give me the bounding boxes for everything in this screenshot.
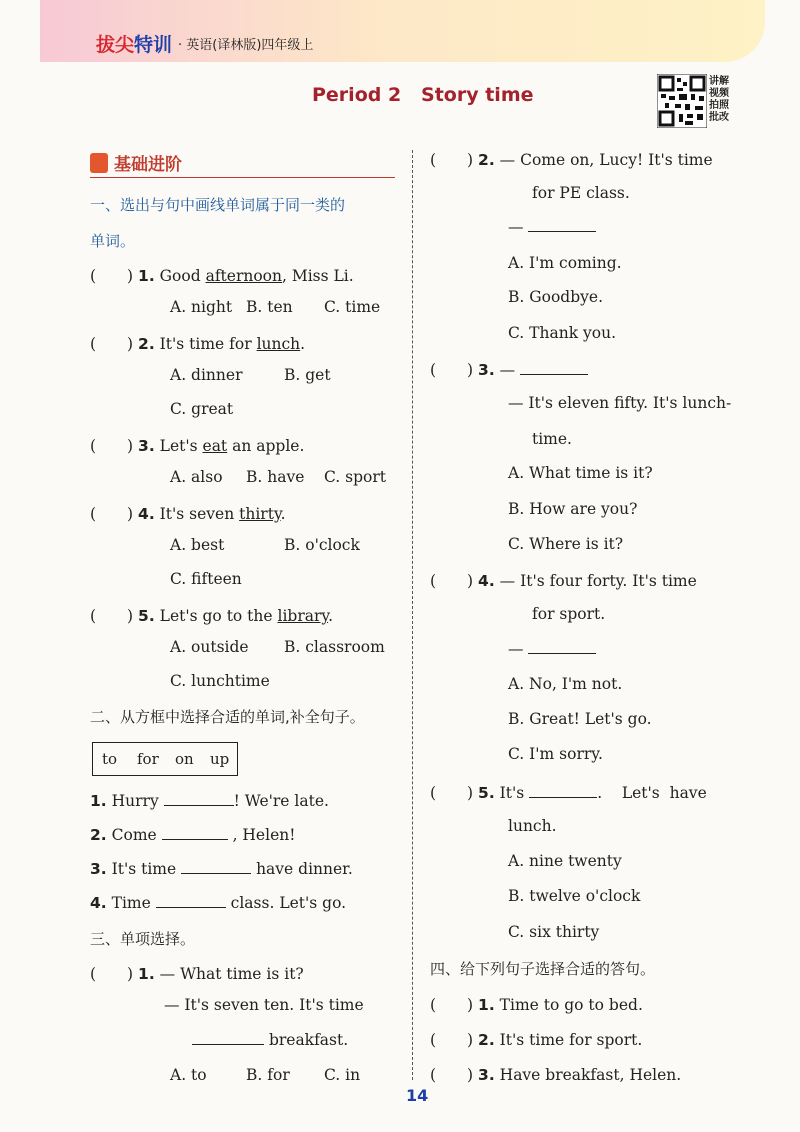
subject-label: · 英语(译林版)四年级上 xyxy=(178,38,314,53)
part1-heading-cont: 单词。 xyxy=(90,232,136,250)
part4-heading: 四、给下列句子选择合适的答句。 xyxy=(430,960,656,978)
answer-blank[interactable] xyxy=(528,652,596,654)
option-c: C. I'm sorry. xyxy=(508,745,603,763)
question-1-1: ( ) 1. Good afternoon, Miss Li. xyxy=(90,267,354,285)
fill-sentence-2: 2. Come , Helen! xyxy=(90,826,296,844)
answer-blank[interactable] xyxy=(164,804,234,806)
fill-sentence-3: 3. It's time have dinner. xyxy=(90,860,353,878)
option-a: A. to xyxy=(170,1066,207,1084)
option-c: C. Thank you. xyxy=(508,324,617,342)
option-a: A. night xyxy=(170,298,233,316)
fill-sentence-1: 1. Hurry ! We're late. xyxy=(90,792,329,810)
answer-blank[interactable] xyxy=(162,838,228,840)
dialogue-line: breakfast. xyxy=(192,1031,348,1049)
option-a: A. I'm coming. xyxy=(508,254,622,272)
answer-blank[interactable] xyxy=(192,1043,264,1045)
option-c: C. in xyxy=(324,1066,361,1084)
column-divider xyxy=(412,150,413,1080)
answer-blank[interactable] xyxy=(181,872,251,874)
option-c: C. time xyxy=(324,298,381,316)
option-a: A. No, I'm not. xyxy=(508,675,623,693)
option-b: B. Great! Let's go. xyxy=(508,710,652,728)
question-3-2: ( ) 2. — Come on, Lucy! It's time xyxy=(430,151,713,169)
part3-heading: 三、单项选择。 xyxy=(90,930,196,948)
part1-heading: 一、选出与句中画线单词属于同一类的 xyxy=(90,196,346,214)
option-b: B. twelve o'clock xyxy=(508,887,641,905)
dialogue-line: lunch. xyxy=(508,817,557,835)
question-1-3: ( ) 3. Let's eat an apple. xyxy=(90,437,305,455)
question-4-1: ( ) 1. Time to go to bed. xyxy=(430,996,643,1014)
option-c: C. sport xyxy=(324,468,387,486)
option-b: B. classroom xyxy=(284,638,385,656)
question-3-5: ( ) 5. It's . Let's have xyxy=(430,784,707,802)
option-c: C. fifteen xyxy=(170,570,242,588)
option-c: C. six thirty xyxy=(508,923,600,941)
option-b: B. How are you? xyxy=(508,500,638,518)
question-4-2: ( ) 2. It's time for sport. xyxy=(430,1031,643,1049)
option-a: A. also xyxy=(170,468,223,486)
word-box-item: up xyxy=(210,750,230,768)
option-a: A. outside xyxy=(170,638,249,656)
option-b: B. get xyxy=(284,366,331,384)
word-box-item: to xyxy=(102,750,118,768)
word-box-item: on xyxy=(175,750,194,768)
question-1-4: ( ) 4. It's seven thirty. xyxy=(90,505,286,523)
option-b: B. have xyxy=(246,468,305,486)
page-number: 14 xyxy=(406,1086,429,1105)
dialogue-line: — It's seven ten. It's time xyxy=(164,996,364,1014)
dialogue-line: — xyxy=(508,218,596,236)
option-c: C. lunchtime xyxy=(170,672,270,690)
section-icon xyxy=(90,153,108,173)
option-b: B. Goodbye. xyxy=(508,288,603,306)
question-3-4: ( ) 4. — It's four forty. It's time xyxy=(430,572,697,590)
qr-code-icon[interactable] xyxy=(657,74,707,128)
option-b: B. for xyxy=(246,1066,290,1084)
word-box-item: for xyxy=(137,750,159,768)
question-1-5: ( ) 5. Let's go to the library. xyxy=(90,607,334,625)
option-a: A. dinner xyxy=(170,366,243,384)
qr-label: 讲解 视频 拍照 批改 xyxy=(709,76,729,123)
option-b: B. ten xyxy=(246,298,293,316)
option-a: A. best xyxy=(170,536,225,554)
option-c: C. Where is it? xyxy=(508,535,624,553)
part2-heading: 二、从方框中选择合适的单词,补全句子。 xyxy=(90,708,365,726)
dialogue-line: time. xyxy=(532,430,572,448)
option-b: B. o'clock xyxy=(284,536,360,554)
option-c: C. great xyxy=(170,400,234,418)
answer-blank[interactable] xyxy=(156,906,226,908)
option-a: A. What time is it? xyxy=(508,464,653,482)
fill-sentence-4: 4. Time class. Let's go. xyxy=(90,894,347,912)
page-title: Period 2 Story time xyxy=(312,84,534,106)
answer-blank[interactable] xyxy=(520,373,588,375)
answer-blank[interactable] xyxy=(528,230,596,232)
dialogue-line: for PE class. xyxy=(532,184,630,202)
dialogue-line: — It's eleven fifty. It's lunch- xyxy=(508,394,732,412)
dialogue-line: — xyxy=(508,640,596,658)
question-1-2: ( ) 2. It's time for lunch. xyxy=(90,335,306,353)
word-box xyxy=(92,742,238,776)
dialogue-line: for sport. xyxy=(532,605,606,623)
question-4-3: ( ) 3. Have breakfast, Helen. xyxy=(430,1066,682,1084)
question-3-3: ( ) 3. — xyxy=(430,358,588,380)
answer-blank[interactable] xyxy=(529,796,597,798)
question-3-1: ( ) 1. — What time is it? xyxy=(90,965,304,983)
brand-logo: 拔尖特训 xyxy=(96,34,173,56)
option-a: A. nine twenty xyxy=(508,852,622,870)
section-header: 基础进阶 xyxy=(90,150,400,178)
